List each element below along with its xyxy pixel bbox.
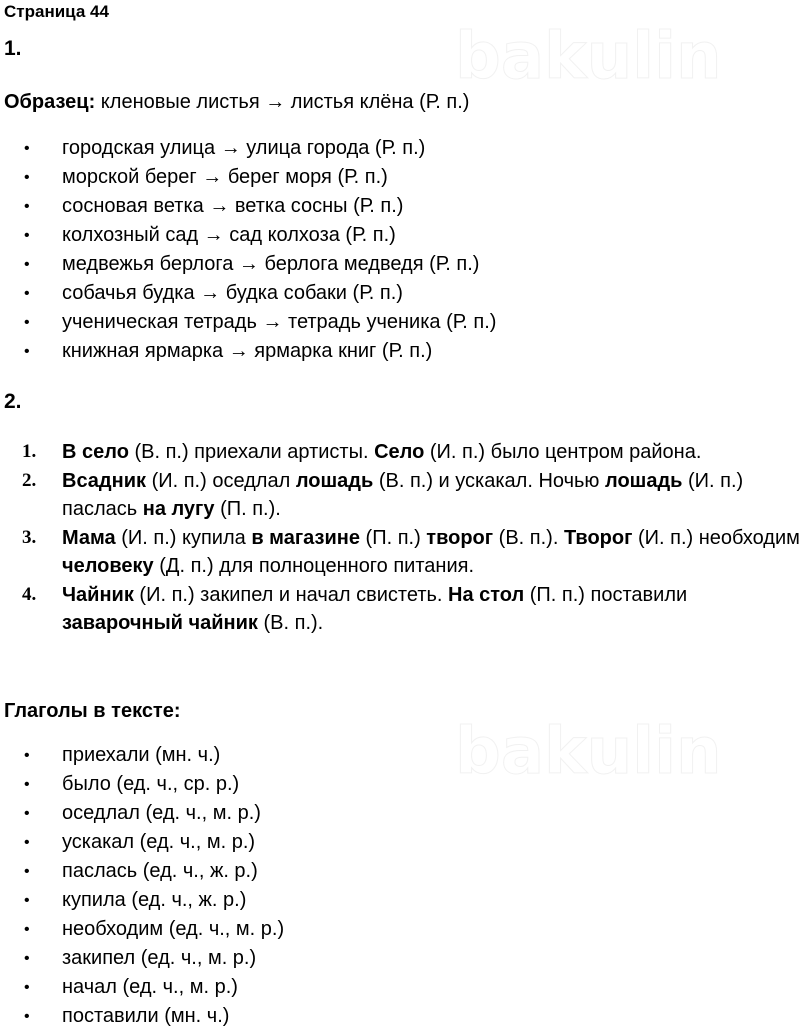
list-item [0, 944, 284, 973]
sentence-text: (П. п.) поставили [524, 584, 688, 606]
sentence-text: (В. п.) и ускакал. Ночью [373, 470, 605, 492]
list-item [0, 741, 284, 770]
list-item-text: медвежья берлога → берлога медведя (Р. п.) [62, 253, 480, 275]
bullet-icon: • [24, 776, 30, 793]
list-item [0, 828, 284, 857]
highlighted-word: на лугу [142, 498, 215, 520]
list-item [0, 799, 284, 828]
bullet-icon: • [24, 169, 30, 186]
list-item [0, 886, 284, 915]
bullet-icon: • [24, 314, 30, 331]
sample-text: кленовые листья → листья клёна (Р. п.) [95, 91, 470, 113]
sentence-text: (И. п.) закипел и начал свистеть. [133, 584, 449, 606]
highlighted-word: В село [62, 441, 129, 463]
highlighted-word: заварочный чайник [62, 612, 258, 634]
list-item [0, 973, 284, 1002]
sentence-text: (И. п.) купила [115, 527, 252, 549]
sentence-item [0, 581, 800, 637]
section-1-number: 1. [4, 37, 22, 60]
list-item-text: городская улица → улица города (Р. п.) [62, 137, 426, 159]
bullet-icon: • [24, 921, 30, 938]
bullet-icon: • [24, 892, 30, 909]
sentence-number: 3. [22, 527, 37, 548]
sentence-text: (И. п.) было центром района. [424, 441, 702, 463]
watermark: bakulin [455, 715, 722, 789]
bullet-icon: • [24, 1008, 30, 1025]
bullet-icon: • [24, 863, 30, 880]
bullet-icon: • [24, 285, 30, 302]
sentence-text: (В. п.). [257, 612, 324, 634]
section-2-number: 2. [4, 390, 22, 413]
highlighted-word: Мама [62, 527, 116, 549]
highlighted-word: Всадник [62, 470, 147, 492]
list-item-text: поставили (мн. ч.) [62, 1005, 230, 1027]
list-item [0, 337, 496, 366]
sentence-text: (В. п.). [493, 527, 564, 549]
sample-line [4, 91, 469, 114]
highlighted-word: в магазине [251, 527, 360, 549]
bullet-icon: • [24, 256, 30, 273]
list-item [0, 308, 496, 337]
highlighted-word: лошадь [605, 470, 683, 492]
list-item [0, 134, 496, 163]
verbs-list [0, 741, 284, 1031]
verbs-heading: Глаголы в тексте: [4, 700, 181, 722]
list-item-text: собачья будка → будка собаки (Р. п.) [62, 282, 403, 304]
list-item-text: паслась (ед. ч., ж. р.) [62, 860, 258, 882]
sentence-item [0, 524, 800, 580]
bullet-icon: • [24, 198, 30, 215]
highlighted-word: Творог [563, 527, 633, 549]
sentence-text: (П. п.) [359, 527, 427, 549]
list-item-text: оседлал (ед. ч., м. р.) [62, 802, 261, 824]
bullet-icon: • [24, 140, 30, 157]
page-title: Страница 44 [4, 2, 109, 21]
sentence-text: (Д. п.) для полноценного питания. [153, 555, 475, 577]
bullet-icon: • [24, 227, 30, 244]
sentence-text: (И. п.) паслась [62, 470, 744, 520]
list-item-text: ускакал (ед. ч., м. р.) [62, 831, 256, 853]
sentence-number: 2. [22, 470, 37, 491]
list-item-text: сосновая ветка → ветка сосны (Р. п.) [62, 195, 404, 217]
list-item-text: книжная ярмарка → ярмарка книг (Р. п.) [62, 340, 433, 362]
bullet-icon: • [24, 343, 30, 360]
sentence-number: 4. [22, 584, 37, 605]
list-item-text: купила (ед. ч., ж. р.) [62, 889, 247, 911]
sentence-number: 1. [22, 441, 37, 462]
list-item [0, 192, 496, 221]
list-item [0, 770, 284, 799]
bullet-icon: • [24, 834, 30, 851]
word-pairs-list [0, 134, 496, 366]
list-item [0, 221, 496, 250]
watermark: bakulin [455, 20, 722, 94]
list-item-text: было (ед. ч., ср. р.) [62, 773, 240, 795]
list-item [0, 279, 496, 308]
highlighted-word: творог [426, 527, 494, 549]
list-item [0, 163, 496, 192]
bullet-icon: • [24, 950, 30, 967]
sentence-text: (П. п.). [214, 498, 281, 520]
list-item-text: закипел (ед. ч., м. р.) [62, 947, 257, 969]
list-item [0, 857, 284, 886]
list-item-text: приехали (мн. ч.) [62, 744, 221, 766]
highlighted-word: На стол [448, 584, 525, 606]
list-item-text: ученическая тетрадь → тетрадь ученика (Р. п.) [62, 311, 497, 333]
list-item-text: необходим (ед. ч., м. р.) [62, 918, 285, 940]
list-item [0, 915, 284, 944]
bullet-icon: • [24, 805, 30, 822]
sentence-text: (И. п.) необходим [632, 527, 800, 549]
bullet-icon: • [24, 747, 30, 764]
bullet-icon: • [24, 979, 30, 996]
sentence-item [0, 467, 800, 523]
highlighted-word: лошадь [295, 470, 374, 492]
highlighted-word: человеку [62, 555, 154, 577]
highlighted-word: Село [374, 441, 425, 463]
sentences-list [0, 438, 800, 638]
list-item-text: колхозный сад → сад колхоза (Р. п.) [62, 224, 396, 246]
list-item-text: морской берег → берег моря (Р. п.) [62, 166, 388, 188]
sample-label: Образец: [4, 91, 96, 113]
list-item [0, 1002, 284, 1031]
highlighted-word: Чайник [62, 584, 134, 606]
sentence-text: (В. п.) приехали артисты. [128, 441, 375, 463]
sentence-text: (И. п.) оседлал [146, 470, 296, 492]
list-item [0, 250, 496, 279]
list-item-text: начал (ед. ч., м. р.) [62, 976, 238, 998]
sentence-item [0, 438, 800, 466]
